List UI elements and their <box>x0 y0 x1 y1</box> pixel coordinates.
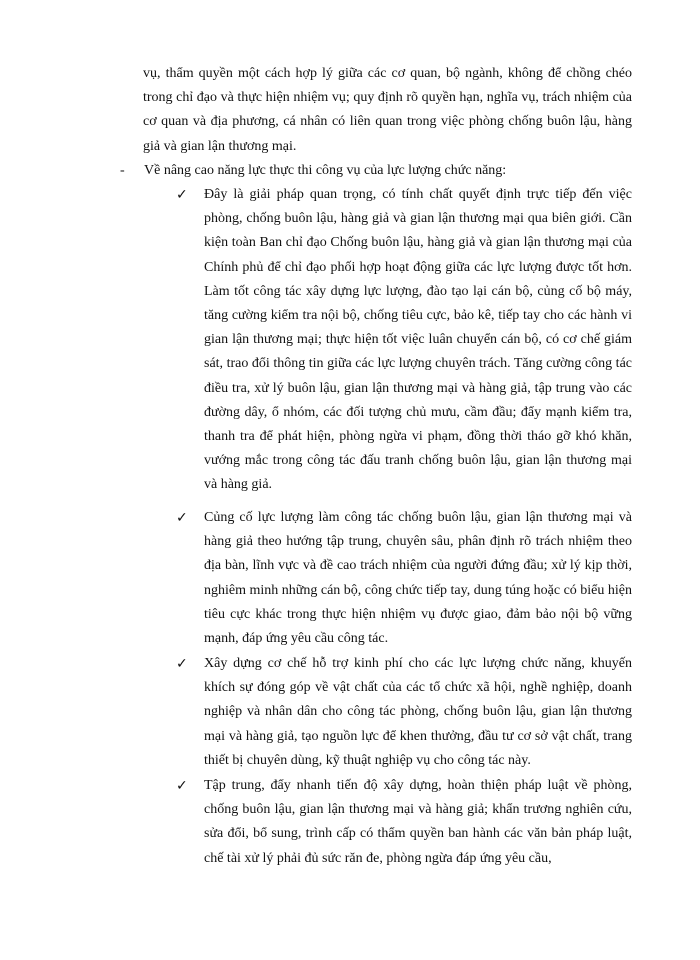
check-item-text: Tập trung, đẩy nhanh tiến độ xây dựng, hoàn thiện pháp luật về phòng, chống buôn lậu, gian lận thương mại và hàng giả; khẩn trương nghiên cứu, sửa đổi, bổ sung, trình cấp có thẩm quyền ban hành các văn bản pháp luật, chế tài xử lý phải đủ sức răn đe, phòng ngừa đáp ứng yêu cầu, <box>204 778 632 866</box>
check-item-text: Đây là giải pháp quan trọng, có tính chất quyết định trực tiếp đến việc phòng, chống buôn lậu, hàng giả và gian lận thương mại qua biên giới. Cần kiện toàn Ban chỉ đạo Chống buôn lậu, hàng giả và gian lận thương mại của Chính phủ để chỉ đạo phối hợp hoạt động giữa các lực lượng được tốt hơn. Làm tốt công tác xây dựng lực lượng, đào tạo lại cán bộ, củng cố bộ máy, tăng cường kiểm tra nội bộ, chống tiêu cực, bảo kê, tiếp tay cho các hành vi gian lận thương mại; thực hiện tốt việc luân chuyển cán bộ, có cơ chế giám sát, trao đổi thông tin giữa các lực lượng chuyên trách. Tăng cường công tác điều tra, xử lý buôn lậu, gian lận thương mại và hàng giả, tập trung vào các đường dây, ổ nhóm, các đối tượng chủ mưu, cầm đầu; đẩy mạnh kiểm tra, thanh tra để phát hiện, phòng ngừa vi phạm, đồng thời tháo gỡ khó khăn, vướng mắc trong công tác đấu tranh chống buôn lậu, gian lận thương mại và hàng giả. <box>204 187 632 493</box>
checkmark-icon: ✓ <box>176 778 188 794</box>
intro-paragraph: vụ, thẩm quyền một cách hợp lý giữa các cơ quan, bộ ngành, không để chồng chéo trong chỉ đạo và thực hiện nhiệm vụ; quy định rõ quyền hạn, nghĩa vụ, trách nhiệm của cơ quan và địa phương, cá nhân có liên quan trong việc phòng chống buôn lậu, hàng giả và gian lận thương mại. <box>143 66 632 154</box>
dash-item-text: Về nâng cao năng lực thực thi công vụ của lực lượng chức năng: <box>144 163 507 178</box>
checkmark-icon: ✓ <box>176 510 188 526</box>
checkmark-icon: ✓ <box>176 187 188 203</box>
dash-bullet: - <box>120 163 125 178</box>
check-item-text: Củng cố lực lượng làm công tác chống buôn lậu, gian lận thương mại và hàng giả theo hướng tập trung, chuyên sâu, phân định rõ trách nhiệm theo địa bàn, lĩnh vực và đề cao trách nhiệm của người đứng đầu; xử lý kịp thời, nghiêm minh những cán bộ, công chức tiếp tay, dung túng hoặc có biểu hiện tiêu cực khác trong thực hiện nhiệm vụ được giao, đảm bảo nội bộ vững mạnh, đáp ứng yêu cầu công tác. <box>204 510 632 647</box>
checkmark-icon: ✓ <box>176 656 188 672</box>
check-item-text: Xây dựng cơ chế hỗ trợ kinh phí cho các lực lượng chức năng, khuyến khích sự đóng góp về vật chất của các tổ chức xã hội, nghề nghiệp, doanh nghiệp và nhân dân cho công tác phòng, chống buôn lậu, gian lận thương mại và hàng giả, tạo nguồn lực để khen thưởng, đầu tư cơ sở vật chất, trang thiết bị chuyên dùng, kỹ thuật nghiệp vụ cho công tác này. <box>204 656 632 768</box>
